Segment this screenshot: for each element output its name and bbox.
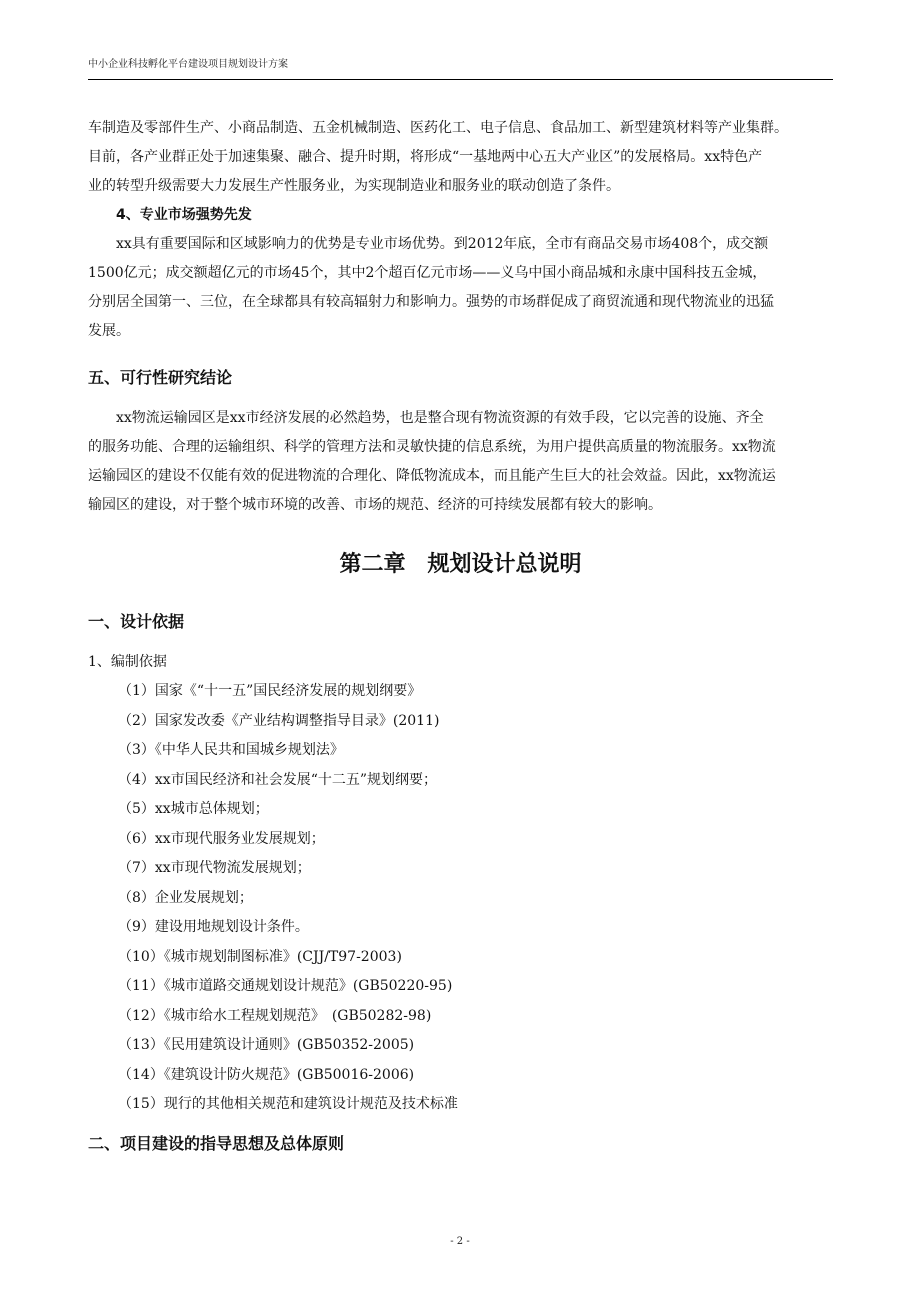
paragraph-line: xx物流运输园区是xx市经济发展的必然趋势，也是整合现有物流资源的有效手段，它以完善的设施、齐全 <box>116 410 764 426</box>
page-header: 中小企业科技孵化平台建设项目规划设计方案 <box>88 59 288 70</box>
paragraph-line: 分别居全国第一、三位，在全球都具有较高辐射力和影响力。强势的市场群促成了商贸流通和现代物流业的迅猛 <box>88 294 774 310</box>
section-heading-design-basis: 一、设计依据 <box>88 612 185 631</box>
list-item: （9）建设用地规划设计条件。 <box>118 919 309 935</box>
intro-paragraph <box>88 114 833 201</box>
paragraph-line: 发展。 <box>88 323 130 339</box>
list-item: （11）《城市道路交通规划设计规范》(GB50220-95) <box>118 978 453 994</box>
list-item: （8）企业发展规划； <box>118 889 253 906</box>
list-item: （1）国家《“十一五”国民经济发展的规划纲要》 <box>118 683 422 699</box>
conclusion-paragraph <box>88 404 833 520</box>
list-item: （6）xx市现代服务业发展规划； <box>118 830 325 847</box>
page-number: - 2 - <box>450 1236 470 1247</box>
list-item: （13）《民用建筑设计通则》(GB50352-2005) <box>118 1037 415 1053</box>
section-heading-conclusion: 五、可行性研究结论 <box>88 368 233 387</box>
paragraph-line: 车制造及零部件生产、小商品制造、五金机械制造、医药化工、电子信息、食品加工、新型建筑材料等产业集群。 <box>88 120 788 136</box>
list-item: （5）xx城市总体规划； <box>118 801 269 817</box>
section-heading-guiding-principles: 二、项目建设的指导思想及总体原则 <box>88 1133 345 1153</box>
paragraph-line: 业的转型升级需要大力发展生产性服务业，为实现制造业和服务业的联动创造了条件。 <box>88 178 620 194</box>
paragraph-line: 目前，各产业群正处于加速集聚、融合、提升时期，将形成“一基地两中心五大产业区”的发展格局。xx特色产 <box>88 149 763 165</box>
paragraph-line: 输园区的建设，对于整个城市环境的改善、市场的规范、经济的可持续发展都有较大的影响。 <box>88 497 662 513</box>
list-item: （3）《中华人民共和国城乡规划法》 <box>118 742 344 758</box>
market-paragraph <box>88 230 833 346</box>
paragraph-line: xx具有重要国际和区域影响力的优势是专业市场优势。到2012年底，全市有商品交易市场408个，成交额 <box>116 236 769 252</box>
paragraph-line: 1500亿元；成交额超亿元的市场45个，其中2个超百亿元市场——义乌中国小商品城和永康中国科技五金城， <box>88 265 767 281</box>
list-item: （15）现行的其他相关规范和建筑设计规范及技术标准 <box>118 1096 458 1112</box>
list-item: （12）《城市给水工程规划规范》 (GB50282-98) <box>118 1007 432 1024</box>
document-body <box>88 114 833 1156</box>
list-item: （4）xx市国民经济和社会发展“十二五”规划纲要； <box>118 771 438 788</box>
header-divider <box>88 79 833 80</box>
list-item: （2）国家发改委《产业结构调整指导目录》(2011) <box>118 712 440 729</box>
subheading-market: 4、专业市场强势先发 <box>116 207 252 223</box>
list-item: （10）《城市规划制图标准》(CJJ/T97-2003) <box>118 948 402 965</box>
list-heading: 1、编制依据 <box>88 654 167 670</box>
basis-list <box>88 677 833 1120</box>
list-item: （7）xx市现代物流发展规划； <box>118 860 311 876</box>
paragraph-line: 的服务功能、合理的运输组织、科学的管理方法和灵敏快捷的信息系统，为用户提供高质量的物流服务。xx物流 <box>88 439 776 455</box>
chapter-title: 第二章 规划设计总说明 <box>339 552 582 577</box>
paragraph-line: 运输园区的建设不仅能有效的促进物流的合理化、降低物流成本，而且能产生巨大的社会效益。因此，xx物流运 <box>88 468 776 484</box>
list-item: （14）《建筑设计防火规范》(GB50016-2006) <box>118 1066 415 1083</box>
